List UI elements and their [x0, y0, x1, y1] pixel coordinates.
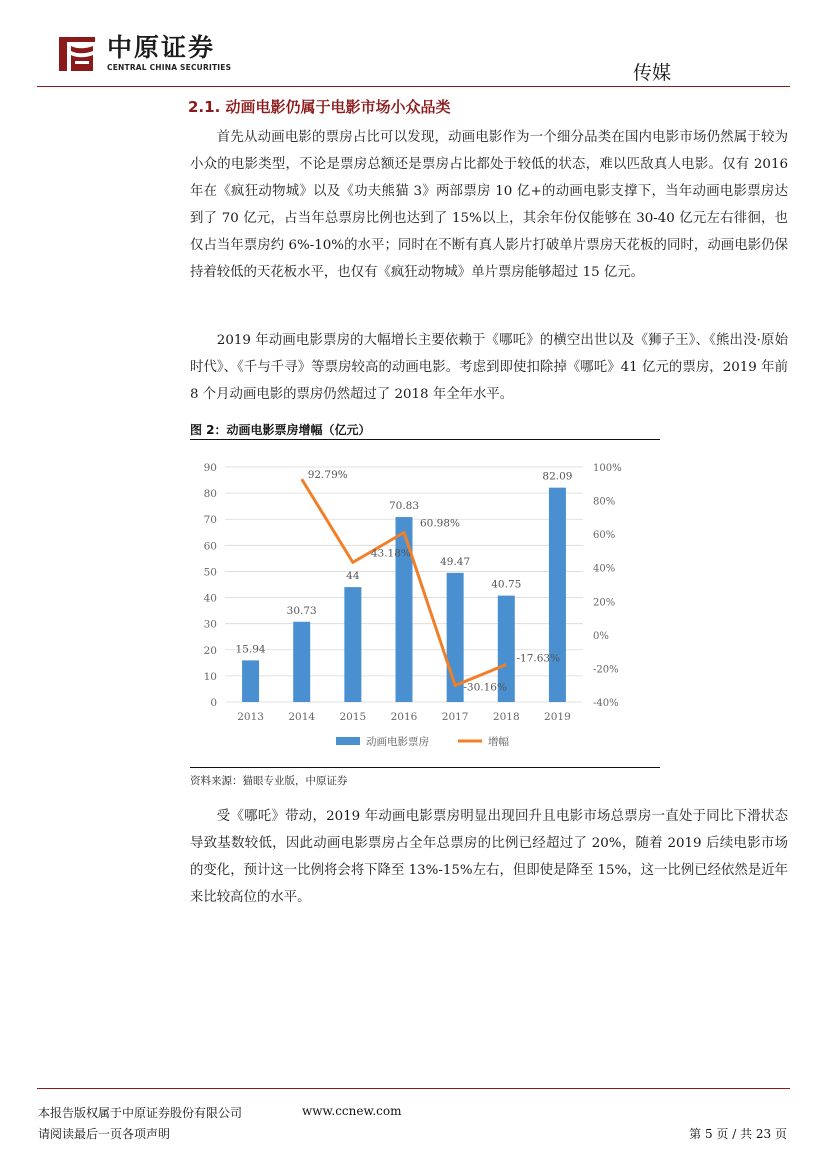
body-paragraph-1: 首先从动画电影的票房占比可以发现，动画电影作为一个细分品类在国内电影市场仍然属于较为小众的电影类型，不论是票房总额还是票房占比都处于较低的状态，难以匹敌真人电影。仅有 2016 年在《疯狂动物城》以及《功夫熊猫 3》两部票房 10 亿+的动画电影支撑下，当年动画电影票房达到了 70 亿元，占当年总票房比例也达到了 15%以上，其余年份仅能够在 30-40 亿元左右徘徊，也仅占当年票房约 6%-10%的水平；同时在不断有真人影片打破单片票房天花板的同时，动画电影仍保持着较低的天花板水平，也仅有《疯狂动物城》单片票房能够超过 15 亿元。	[190, 130, 788, 280]
y-left-tick-label: 30	[203, 618, 217, 631]
bar-value-label: 82.09	[542, 470, 573, 483]
footer-url[interactable]: www.ccnew.com	[302, 1104, 402, 1118]
company-logo-mark-icon	[55, 33, 99, 75]
growth-value-label: 92.79%	[307, 469, 348, 482]
bar-value-label: 44	[346, 570, 360, 583]
y-right-tick-label: -20%	[593, 664, 619, 676]
bar-value-label: 49.47	[440, 555, 471, 568]
legend-label-box-office: 动画电影票房	[366, 736, 429, 748]
body-paragraph-2: 2019 年动画电影票房的大幅增长主要依赖于《哪吒》的横空出世以及《狮子王》、《熊出没·原始时代》、《千与千寻》等票房较高的动画电影。考虑到即使扣除掉《哪吒》41 亿元的票房，2019 年前 8 个月动画电影的票房仍然超过了 2018 年全年水平。	[190, 333, 788, 402]
company-logo	[55, 33, 245, 75]
chart-bar	[242, 660, 259, 702]
x-tick-label: 2016	[390, 711, 418, 723]
y-left-tick-label: 80	[203, 488, 217, 501]
x-tick-label: 2018	[492, 711, 520, 723]
y-left-tick-label: 50	[203, 566, 217, 579]
chart-bar	[549, 488, 566, 702]
bar-value-label: 70.83	[388, 500, 420, 513]
legend-swatch-box-office	[336, 737, 360, 745]
x-tick-label: 2015	[339, 711, 367, 723]
bar-value-label: 15.94	[235, 643, 266, 656]
figure-source: 资料来源：猫眼专业版，中原证券	[190, 775, 348, 787]
body-paragraph-3: 受《哪吒》带动，2019 年动画电影票房明显出现回升且电影市场总票房一直处于同比下滑状态导致基数较低，因此动画电影票房占全年总票房的比例已经超过了 20%，随着 2019 后续电影市场的变化，预计这一比例将会将下降至 13%-15%左右，但即使是降至 15%，这一比例已经依然是近年来比较高位的水平。	[190, 809, 788, 905]
y-left-tick-label: 40	[203, 592, 217, 605]
header-divider	[37, 86, 790, 87]
box-office-chart	[190, 445, 660, 763]
growth-value-label: -30.16%	[463, 681, 507, 694]
x-tick-label: 2013	[237, 711, 264, 723]
logo-chinese-name: 中原证券	[107, 33, 216, 62]
figure-top-rule	[190, 439, 660, 440]
y-left-tick-label: 90	[203, 462, 217, 474]
growth-value-label: 60.98%	[419, 517, 461, 530]
footer-copyright: 本报告版权属于中原证券股份有限公司	[38, 1106, 243, 1120]
growth-value-label: -17.63%	[516, 652, 561, 665]
footer-disclaimer: 请阅读最后一页各项声明	[38, 1127, 171, 1141]
y-right-tick-label: 20%	[593, 597, 616, 609]
y-left-tick-label: 60	[203, 540, 217, 553]
y-right-tick-label: 100%	[593, 463, 622, 474]
x-tick-label: 2014	[288, 711, 316, 723]
y-right-tick-label: 40%	[593, 563, 616, 575]
figure-bottom-rule	[190, 767, 660, 768]
footer-page-number: 第 5 页 / 共 23 页	[689, 1127, 787, 1141]
footer-divider	[37, 1088, 790, 1089]
chart-bar	[293, 622, 310, 702]
y-right-tick-label: 60%	[593, 530, 616, 542]
x-tick-label: 2019	[544, 711, 571, 723]
y-left-tick-label: 10	[203, 670, 217, 683]
y-left-tick-label: 70	[203, 514, 217, 527]
report-sector: 传媒	[632, 62, 671, 84]
logo-english-name: CENTRAL CHINA SECURITIES	[107, 63, 232, 72]
figure-title: 图 2：动画电影票房增幅（亿元）	[190, 423, 371, 437]
growth-value-label: 43.18%	[370, 547, 411, 560]
bar-value-label: 40.75	[491, 578, 522, 591]
y-right-tick-label: -40%	[593, 698, 619, 709]
y-left-tick-label: 20	[203, 644, 217, 657]
y-left-tick-label: 0	[210, 697, 217, 709]
y-right-tick-label: 0%	[593, 630, 609, 642]
legend-label-growth: 增幅	[488, 736, 509, 748]
x-tick-label: 2017	[441, 711, 469, 723]
chart-bar	[344, 587, 361, 702]
chart-bar	[396, 517, 413, 702]
section-title: 2.1. 动画电影仍属于电影市场小众品类	[188, 98, 451, 116]
bar-value-label: 30.73	[286, 604, 317, 617]
y-right-tick-label: 80%	[593, 496, 616, 508]
